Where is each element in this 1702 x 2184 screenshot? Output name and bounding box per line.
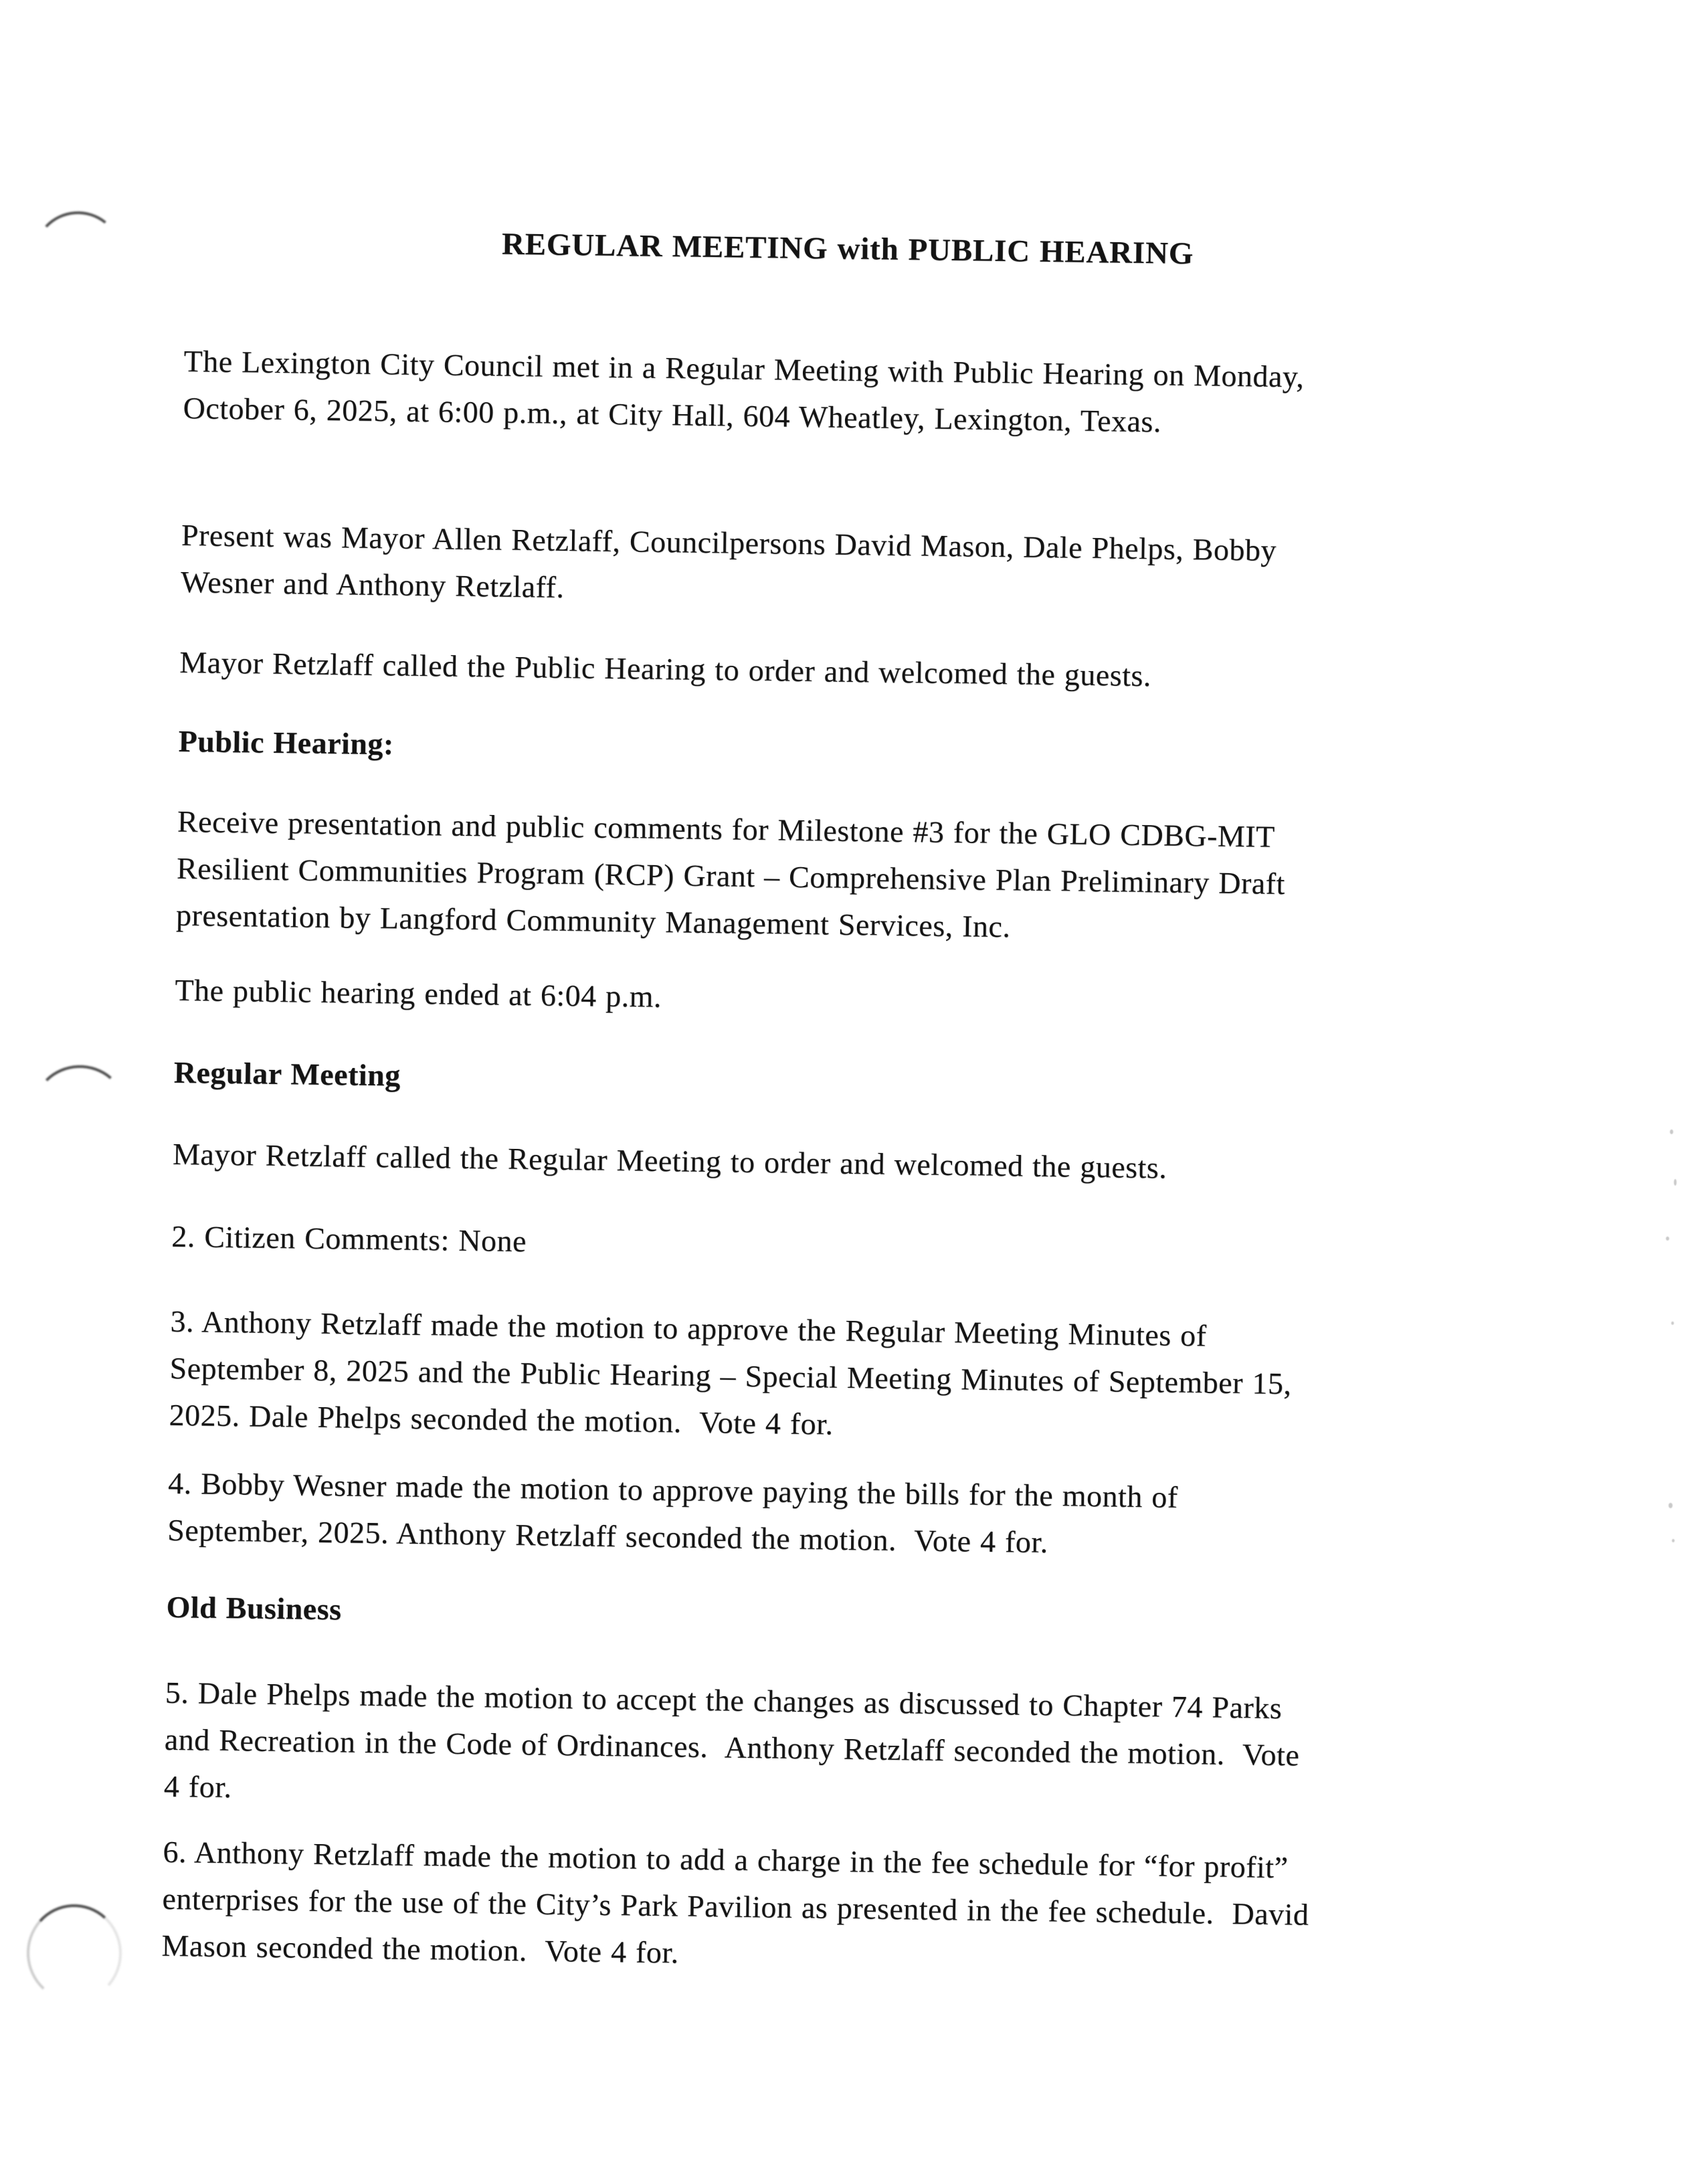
punch-hole-mark-bottom: [24, 1902, 124, 2004]
paragraph-item-3-minutes-approval: 3. Anthony Retzlaff made the motion to approve the Regular Meeting Minutes of September 8, 2025 and the Public Hearing – Special Meeting Minutes of September 15, 2025. Dale Phelps seconded the motion. Vote 4 for.: [169, 1303, 1292, 1441]
document-content: [160, 201, 1578, 2094]
heading-regular-meeting: Regular Meeting: [173, 1055, 401, 1093]
paragraph-meeting-intro: The Lexington City Council met in a Regular Meeting with Public Hearing on Monday, October 6, 2025, at 6:00 p.m., at City Hall, 604 Wheatley, Lexington, Texas.: [183, 343, 1305, 439]
heading-public-hearing: Public Hearing:: [178, 723, 395, 761]
scan-noise-speck: [1669, 1503, 1673, 1508]
document-title: REGULAR MEETING with PUBLIC HEARING: [501, 226, 1194, 272]
scan-noise-speck: [1674, 1179, 1677, 1186]
scan-noise-speck: [1671, 1322, 1674, 1325]
paragraph-item-2-citizen-comments: 2. Citizen Comments: None: [171, 1218, 527, 1259]
heading-old-business: Old Business: [166, 1589, 342, 1627]
punch-hole-mark-top: [32, 209, 123, 295]
scan-noise-speck: [1670, 1129, 1673, 1134]
paragraph-hearing-ended: The public hearing ended at 6:04 p.m.: [175, 972, 662, 1014]
paragraph-members-present: Present was Mayor Allen Retzlaff, Councilpersons David Mason, Dale Phelps, Bobby Wesner and Anthony Retzlaff.: [180, 517, 1277, 604]
paragraph-item-4-bills-approval: 4. Bobby Wesner made the motion to approve paying the bills for the month of September, 2025. Anthony Retzlaff seconded the motion. Vote 4 for.: [167, 1465, 1179, 1560]
paragraph-item-5-chapter-74-parks: 5. Dale Phelps made the motion to accept the changes as discussed to Chapter 74 Parks and Recreation in the Code of Ordinances. Anthony Retzlaff seconded the motion. Vote 4 for.: [163, 1675, 1300, 1805]
paragraph-regular-meeting-call-to-order: Mayor Retzlaff called the Regular Meeting to order and welcomed the guests.: [172, 1136, 1167, 1185]
paragraph-public-hearing-call-to-order: Mayor Retzlaff called the Public Hearing to order and welcomed the guests.: [179, 644, 1152, 693]
punch-hole-mark-middle: [32, 1064, 127, 1153]
scan-noise-speck: [1666, 1237, 1669, 1241]
paragraph-item-6-fee-schedule: 6. Anthony Retzlaff made the motion to add a charge in the fee schedule for “for profit” enterprises for the use of the City’s Park Pavilion as presented in the fee schedule. David Mason seconded the motion. Vote 4 for.: [161, 1834, 1309, 1970]
scan-noise-speck: [1672, 1539, 1675, 1542]
paragraph-milestone-presentation: Receive presentation and public comments for Milestone #3 for the GLO CDBG-MIT Resilient Communities Program (RCP) Grant – Comprehensive Plan Preliminary Draft presentation by Langford Community Management Services, Inc.: [175, 804, 1286, 944]
